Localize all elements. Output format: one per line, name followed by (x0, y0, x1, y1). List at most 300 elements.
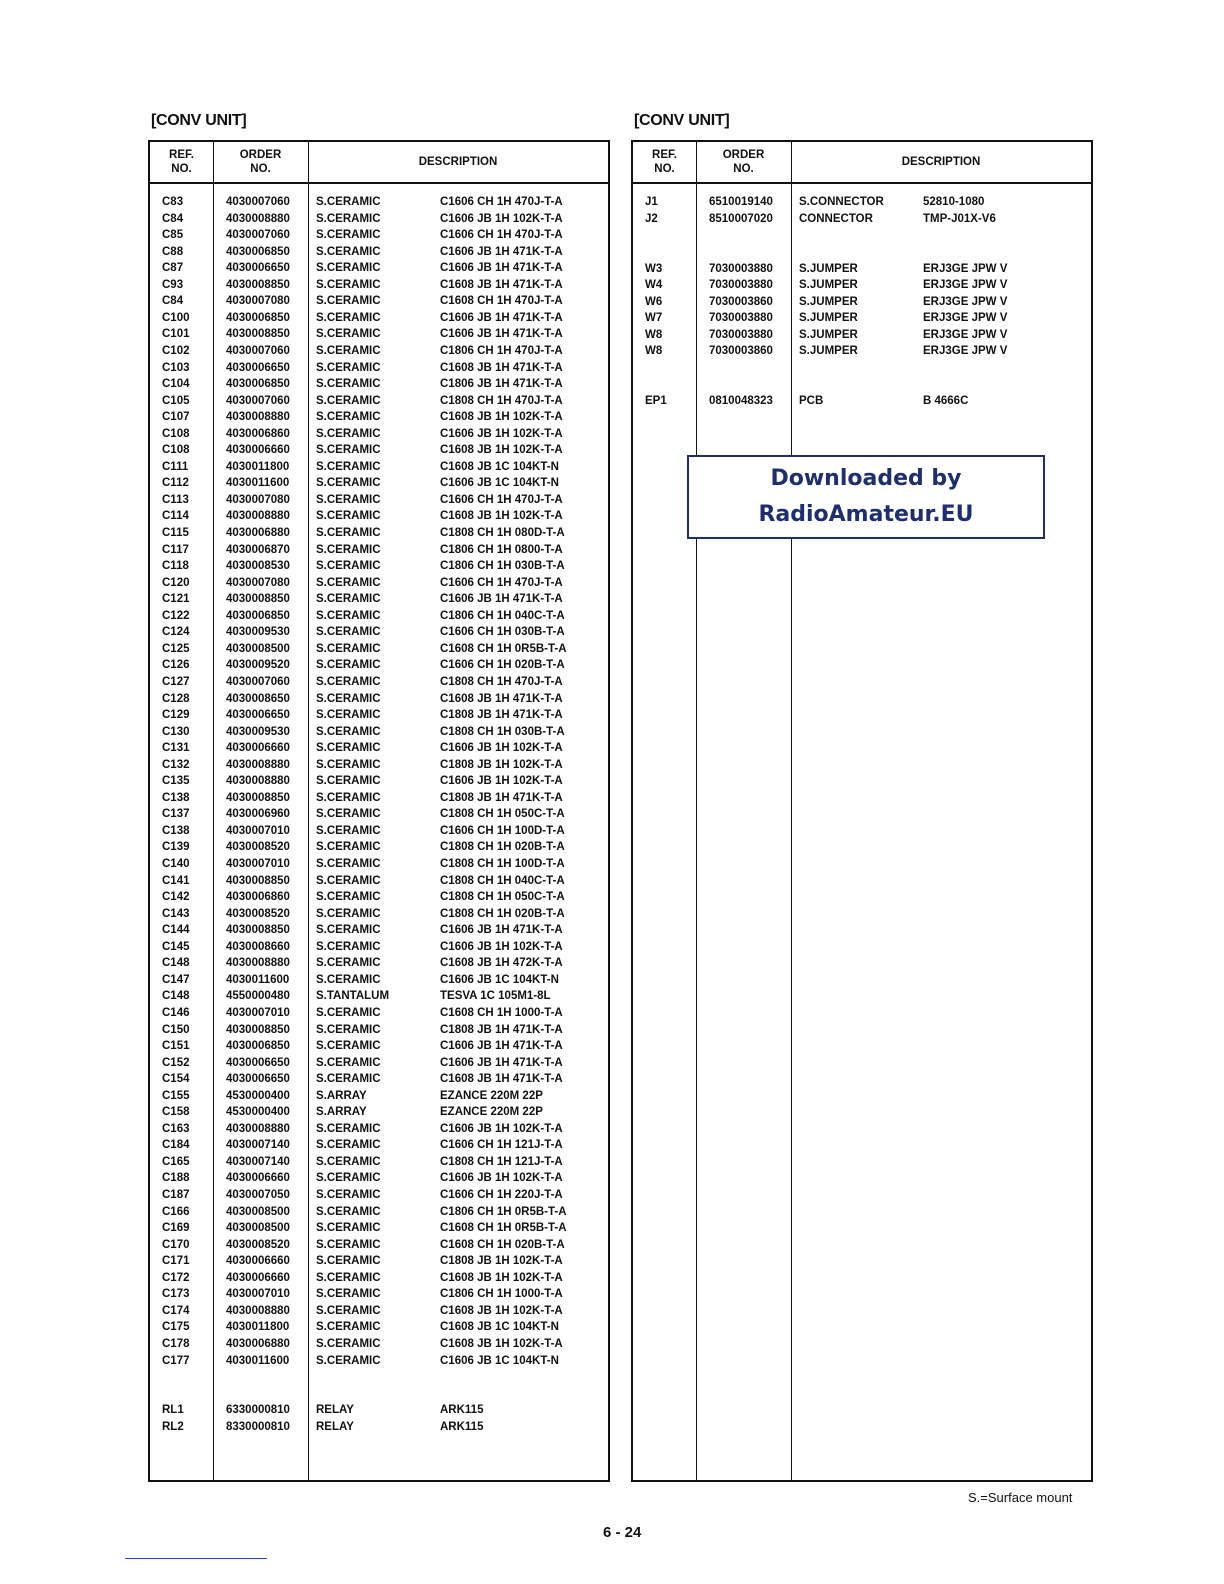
part-type-cell: S.CERAMIC (316, 1288, 381, 1301)
part-type-cell: S.CERAMIC (316, 361, 381, 374)
table-row (633, 194, 1091, 210)
table-row (150, 293, 608, 309)
part-type-cell: S.CERAMIC (316, 709, 381, 722)
part-spec-cell: C1808 CH 1H 121J-T-A (440, 1155, 563, 1168)
ref-no-cell: C151 (162, 1040, 190, 1053)
ref-no-cell: C142 (162, 891, 190, 904)
ref-no-cell: C121 (162, 593, 190, 606)
ref-no-cell: C132 (162, 758, 190, 771)
table-row (150, 508, 608, 524)
table-row (150, 575, 608, 591)
order-no-cell: 4030007010 (226, 824, 290, 837)
order-no-cell: 4030011800 (226, 1321, 290, 1334)
table-row (150, 806, 608, 822)
part-type-cell: S.CERAMIC (316, 1155, 381, 1168)
table-row (150, 1336, 608, 1352)
order-no-cell: 4030007060 (226, 344, 290, 357)
order-no-cell: 4030007060 (226, 229, 290, 242)
ref-no-cell: C108 (162, 427, 190, 440)
table-row (150, 1022, 608, 1038)
ref-no-cell: J2 (645, 213, 658, 225)
order-no-cell: 4030006650 (226, 262, 290, 275)
order-no-cell: 7030003880 (709, 328, 773, 341)
table-row (150, 657, 608, 673)
ref-no-cell: C101 (162, 328, 190, 341)
order-no-cell: 4030007080 (226, 493, 290, 506)
table-row (633, 211, 1091, 227)
table-row (150, 839, 608, 855)
table-row (150, 542, 608, 558)
part-type-cell: S.CERAMIC (316, 775, 381, 788)
part-spec-cell: C1608 JB 1H 471K-T-A (440, 1073, 563, 1086)
table-header (150, 142, 608, 184)
table-row (150, 1303, 608, 1319)
part-type-cell: RELAY (316, 1404, 354, 1416)
part-spec-cell: C1606 JB 1H 471K-T-A (440, 1056, 563, 1069)
order-no-cell: 4030006860 (226, 891, 290, 904)
ref-no-cell: C148 (162, 957, 190, 970)
ref-no-cell: C165 (162, 1155, 190, 1168)
part-type-cell: S.CERAMIC (316, 1023, 381, 1036)
order-no-cell: 4530000400 (226, 1089, 290, 1102)
table-row (150, 244, 608, 260)
order-no-cell: 4030007060 (226, 196, 290, 208)
ref-no-cell: C175 (162, 1321, 190, 1334)
description-header (308, 142, 608, 182)
ref-no-cell: C154 (162, 1073, 190, 1086)
table-row (150, 955, 608, 971)
table-row (633, 277, 1091, 293)
order-no-cell: 4030008850 (226, 874, 290, 887)
part-spec-cell: C1608 JB 1H 472K-T-A (440, 957, 563, 970)
order-no-cell: 4030008520 (226, 907, 290, 920)
part-spec-cell: C1608 CH 1H 0R5B-T-A (440, 642, 567, 655)
order-no-cell: 4530000400 (226, 1106, 290, 1119)
order-no-cell: 4030006660 (226, 1172, 290, 1185)
part-type-cell: S.CERAMIC (316, 891, 381, 904)
order-no-cell: 4030006860 (226, 427, 290, 440)
ref-no-cell: C144 (162, 924, 190, 937)
part-type-cell: S.CERAMIC (316, 1321, 381, 1334)
part-spec-cell: C1806 CH 1H 0R5B-T-A (440, 1205, 567, 1218)
order-no-cell: 4030008520 (226, 841, 290, 854)
part-type-cell: S.CERAMIC (316, 328, 381, 341)
order-no-cell: 4030007010 (226, 1006, 290, 1019)
table-row (150, 194, 608, 210)
order-no-header (213, 142, 308, 182)
order-no-cell: 4030009530 (226, 725, 290, 738)
part-type-cell: S.CERAMIC (316, 196, 381, 208)
table-row (150, 873, 608, 889)
part-spec-cell: C1606 JB 1H 102K-T-A (440, 1172, 563, 1185)
bottom-link-underline (125, 1558, 267, 1559)
table-row (150, 277, 608, 293)
table-row (150, 823, 608, 839)
ref-no-cell: J1 (645, 196, 658, 208)
part-type-cell: S.CERAMIC (316, 1271, 381, 1284)
part-spec-cell: C1606 JB 1H 471K-T-A (440, 328, 563, 341)
table-row (150, 492, 608, 508)
ref-no-cell: C135 (162, 775, 190, 788)
order-no-cell: 4030008880 (226, 775, 290, 788)
table-row (150, 426, 608, 442)
table-row (150, 1038, 608, 1054)
order-no-cell: 4030006850 (226, 609, 290, 622)
part-spec-cell: C1608 JB 1H 471K-T-A (440, 361, 563, 374)
part-type-cell: S.CERAMIC (316, 758, 381, 771)
order-no-cell: 4030008520 (226, 1238, 290, 1251)
part-spec-cell: C1608 JB 1H 102K-T-A (440, 510, 563, 523)
part-type-cell: S.CERAMIC (316, 642, 381, 655)
part-type-cell: S.CERAMIC (316, 1006, 381, 1019)
part-spec-cell: EZANCE 220M 22P (440, 1106, 543, 1119)
table-row (150, 1204, 608, 1220)
part-spec-cell: C1806 CH 1H 0800-T-A (440, 543, 563, 556)
part-spec-cell: C1808 JB 1H 102K-T-A (440, 1255, 563, 1268)
part-spec-cell: C1606 CH 1H 121J-T-A (440, 1139, 563, 1152)
ref-no-cell: W3 (645, 262, 663, 275)
ref-no-cell: C115 (162, 527, 189, 539)
table-row (150, 1121, 608, 1137)
order-no-cell: 4030008880 (226, 758, 290, 771)
part-type-cell: S.CERAMIC (316, 659, 381, 672)
order-no-cell: 7030003860 (709, 345, 773, 357)
ref-no-cell: C138 (162, 791, 190, 804)
ref-no-cell: C120 (162, 576, 190, 589)
part-spec-cell: C1608 JB 1H 102K-T-A (440, 1271, 563, 1284)
table-row (150, 608, 608, 624)
part-type-cell: S.CERAMIC (316, 824, 381, 837)
part-type-cell: S.CERAMIC (316, 394, 381, 407)
download-watermark (687, 455, 1045, 539)
part-type-cell: S.CERAMIC (316, 344, 381, 357)
part-type-cell: S.CERAMIC (316, 626, 381, 639)
ref-no-cell: C184 (162, 1139, 190, 1152)
ref-no-cell: C105 (162, 394, 190, 407)
order-no-cell: 4030008850 (226, 278, 290, 291)
part-type-cell: S.CERAMIC (316, 1189, 381, 1201)
part-type-cell: S.CONNECTOR (799, 196, 884, 208)
table-row (150, 757, 608, 773)
order-no-cell: 4030006870 (226, 543, 290, 556)
part-type-cell: CONNECTOR (799, 213, 873, 225)
order-no-cell: 4030009530 (226, 626, 290, 639)
order-no-header (696, 142, 791, 182)
part-type-cell: S.CERAMIC (316, 427, 381, 440)
part-spec-cell: ERJ3GE JPW V (923, 328, 1008, 341)
table-row (150, 343, 608, 359)
part-spec-cell: C1806 CH 1H 1000-T-A (440, 1288, 563, 1301)
part-type-cell: S.JUMPER (799, 262, 858, 275)
part-spec-cell: C1606 JB 1C 104KT-N (440, 477, 559, 490)
table-row (150, 1154, 608, 1170)
table-row (150, 1104, 608, 1120)
order-header-line2: NO. (250, 163, 271, 175)
order-no-cell: 4030006660 (226, 742, 290, 755)
table-row (150, 691, 608, 707)
part-type-cell: S.ARRAY (316, 1089, 367, 1102)
part-type-cell: S.CERAMIC (316, 858, 381, 870)
ref-no-cell: C128 (162, 692, 190, 705)
table-row (633, 393, 1091, 409)
ref-no-cell: W6 (645, 295, 663, 308)
order-no-cell: 4030008650 (226, 692, 290, 705)
order-no-cell: 4030008880 (226, 411, 290, 424)
part-spec-cell: C1606 JB 1C 104KT-N (440, 973, 559, 986)
part-spec-cell: C1808 JB 1H 471K-T-A (440, 791, 563, 804)
ref-no-cell: C152 (162, 1056, 190, 1069)
table-row (150, 1137, 608, 1153)
ref-no-cell: C129 (162, 709, 190, 722)
table-row (150, 475, 608, 491)
order-no-cell: 4030006850 (226, 1040, 290, 1053)
order-no-cell: 0810048323 (709, 395, 773, 407)
part-spec-cell: C1606 CH 1H 470J-T-A (440, 576, 563, 589)
part-type-cell: S.CERAMIC (316, 311, 381, 324)
order-no-cell: 6330000810 (226, 1404, 290, 1416)
table-row (150, 740, 608, 756)
surface-mount-footnote: S.=Surface mount (968, 1490, 1073, 1505)
part-type-cell: S.CERAMIC (316, 229, 381, 242)
part-spec-cell: ERJ3GE JPW V (923, 345, 1008, 357)
table-row (150, 376, 608, 392)
ref-no-cell: C93 (162, 278, 184, 291)
table-row (150, 906, 608, 922)
part-type-cell: S.CERAMIC (316, 212, 381, 225)
ref-no-cell: C139 (162, 841, 190, 854)
part-type-cell: S.CERAMIC (316, 560, 381, 573)
part-type-cell: S.CERAMIC (316, 742, 381, 755)
part-type-cell: S.CERAMIC (316, 493, 381, 506)
part-spec-cell: C1608 JB 1C 104KT-N (440, 460, 559, 473)
order-no-cell: 4030007050 (226, 1189, 290, 1201)
table-row (150, 624, 608, 640)
part-spec-cell: C1808 CH 1H 030B-T-A (440, 725, 565, 738)
ref-no-cell: C177 (162, 1354, 190, 1367)
table-row (150, 326, 608, 342)
table-row (150, 773, 608, 789)
part-type-cell: S.CERAMIC (316, 378, 381, 391)
table-row (150, 790, 608, 806)
part-type-cell: S.CERAMIC (316, 1238, 381, 1251)
part-type-cell: S.CERAMIC (316, 1139, 381, 1152)
ref-no-cell: C170 (162, 1238, 190, 1251)
part-spec-cell: EZANCE 220M 22P (440, 1089, 543, 1102)
order-no-cell: 4030007060 (226, 394, 290, 407)
table-row (150, 1170, 608, 1186)
part-spec-cell: C1608 CH 1H 0R5B-T-A (440, 1222, 567, 1235)
part-type-cell: S.JUMPER (799, 295, 858, 308)
part-spec-cell: C1606 CH 1H 020B-T-A (440, 659, 565, 672)
part-spec-cell: C1606 CH 1H 470J-T-A (440, 229, 563, 242)
table-row (150, 442, 608, 458)
order-no-cell: 4030008850 (226, 593, 290, 606)
part-type-cell: S.CERAMIC (316, 609, 381, 622)
description-header-label: DESCRIPTION (901, 156, 981, 168)
ref-no-cell: C103 (162, 361, 190, 374)
left-parts-table (148, 140, 610, 1482)
ref-no-header (150, 142, 213, 182)
order-no-cell: 4030007060 (226, 675, 290, 688)
ref-no-cell: C145 (162, 940, 190, 953)
table-row (150, 1088, 608, 1104)
table-row (150, 393, 608, 409)
part-spec-cell: C1808 CH 1H 080D-T-A (440, 527, 565, 539)
table-row (150, 922, 608, 938)
table-row (150, 641, 608, 657)
part-type-cell: S.CERAMIC (316, 543, 381, 556)
order-header-line1: ORDER (722, 149, 765, 161)
part-type-cell: S.CERAMIC (316, 1304, 381, 1317)
part-spec-cell: C1606 JB 1H 102K-T-A (440, 775, 563, 788)
part-spec-cell: C1608 CH 1H 1000-T-A (440, 1006, 563, 1019)
ref-no-cell: C174 (162, 1304, 190, 1317)
part-type-cell: S.CERAMIC (316, 907, 381, 920)
order-no-cell: 8330000810 (226, 1420, 290, 1433)
watermark-line2: RadioAmateur.EU (758, 502, 974, 527)
table-header (633, 142, 1091, 184)
part-type-cell: S.ARRAY (316, 1106, 367, 1119)
ref-no-cell: C83 (162, 196, 184, 208)
part-spec-cell: C1808 CH 1H 020B-T-A (440, 841, 565, 854)
part-spec-cell: C1606 JB 1H 102K-T-A (440, 212, 563, 225)
ref-no-cell: W4 (645, 279, 663, 291)
part-spec-cell: C1608 JB 1C 104KT-N (440, 1321, 559, 1334)
part-type-cell: S.CERAMIC (316, 1056, 381, 1069)
part-spec-cell: C1608 CH 1H 020B-T-A (440, 1238, 565, 1251)
order-header-line2: NO. (733, 163, 754, 175)
table-row (150, 1319, 608, 1335)
part-type-cell: S.CERAMIC (316, 527, 381, 539)
table-row (150, 856, 608, 872)
order-no-cell: 4030007010 (226, 858, 290, 870)
order-no-cell: 4030008880 (226, 1304, 290, 1317)
ref-no-cell: C130 (162, 725, 190, 738)
table-row (150, 211, 608, 227)
ref-no-cell: C147 (162, 973, 190, 986)
part-spec-cell: C1606 CH 1H 220J-T-A (440, 1189, 563, 1201)
part-type-cell: S.CERAMIC (316, 1354, 381, 1367)
ref-no-cell: C187 (162, 1189, 190, 1201)
order-no-cell: 8510007020 (709, 213, 773, 225)
part-spec-cell: C1606 JB 1H 471K-T-A (440, 311, 563, 324)
part-spec-cell: C1606 CH 1H 470J-T-A (440, 493, 563, 506)
part-spec-cell: ERJ3GE JPW V (923, 262, 1008, 275)
part-type-cell: S.CERAMIC (316, 245, 381, 258)
table-row (633, 327, 1091, 343)
description-header (791, 142, 1091, 182)
order-no-cell: 4030007140 (226, 1139, 290, 1152)
order-no-cell: 4030008880 (226, 957, 290, 970)
table-row (633, 343, 1091, 359)
order-no-cell: 7030003880 (709, 279, 773, 291)
ref-header-line2: NO. (654, 163, 675, 175)
ref-no-cell: C143 (162, 907, 190, 920)
right-unit-title: [CONV UNIT] (634, 112, 730, 129)
order-no-cell: 7030003880 (709, 262, 773, 275)
part-spec-cell: 52810-1080 (923, 196, 985, 208)
ref-no-cell: C171 (162, 1255, 190, 1268)
ref-no-cell: C85 (162, 229, 184, 242)
right-parts-table (631, 140, 1093, 1482)
order-no-cell: 4550000480 (226, 990, 290, 1003)
order-no-cell: 4030008880 (226, 1122, 290, 1135)
ref-no-cell: C155 (162, 1089, 190, 1102)
ref-no-cell: W8 (645, 345, 663, 357)
part-spec-cell: C1608 JB 1H 102K-T-A (440, 411, 563, 424)
ref-no-cell: C107 (162, 411, 190, 424)
part-spec-cell: C1606 JB 1H 471K-T-A (440, 262, 563, 275)
part-spec-cell: C1608 JB 1H 102K-T-A (440, 1337, 563, 1350)
part-type-cell: S.CERAMIC (316, 675, 381, 688)
ref-no-cell: W7 (645, 312, 663, 324)
part-spec-cell: C1608 JB 1H 471K-T-A (440, 278, 563, 291)
part-type-cell: S.CERAMIC (316, 1205, 381, 1218)
description-header-label: DESCRIPTION (418, 156, 498, 168)
part-spec-cell: ERJ3GE JPW V (923, 295, 1008, 308)
table-row (150, 459, 608, 475)
part-type-cell: S.JUMPER (799, 279, 858, 291)
part-spec-cell: C1606 JB 1H 102K-T-A (440, 1122, 563, 1135)
ref-no-cell: C146 (162, 1006, 190, 1019)
ref-no-cell: C102 (162, 344, 190, 357)
ref-no-cell: C169 (162, 1222, 190, 1235)
ref-no-cell: C118 (162, 560, 189, 573)
ref-no-cell: C173 (162, 1288, 190, 1301)
order-no-cell: 4030007010 (226, 1288, 290, 1301)
order-no-cell: 4030008880 (226, 212, 290, 225)
part-type-cell: S.CERAMIC (316, 725, 381, 738)
order-no-cell: 4030006660 (226, 1271, 290, 1284)
part-type-cell: S.JUMPER (799, 345, 858, 357)
part-spec-cell: ERJ3GE JPW V (923, 279, 1008, 291)
table-row (150, 558, 608, 574)
part-type-cell: S.CERAMIC (316, 940, 381, 953)
table-row (150, 260, 608, 276)
ref-no-cell: C100 (162, 311, 190, 324)
table-row (150, 1055, 608, 1071)
ref-no-cell: C88 (162, 245, 184, 258)
part-type-cell: S.CERAMIC (316, 874, 381, 887)
ref-no-cell: C122 (162, 609, 190, 622)
order-no-cell: 4030006960 (226, 808, 290, 821)
part-spec-cell: C1606 JB 1H 471K-T-A (440, 593, 563, 606)
ref-no-cell: C140 (162, 858, 190, 870)
table-row (150, 988, 608, 1004)
order-no-cell: 4030006880 (226, 527, 290, 539)
part-type-cell: S.TANTALUM (316, 990, 390, 1003)
ref-no-cell: C166 (162, 1205, 190, 1218)
table-row (150, 707, 608, 723)
order-no-cell: 4030008850 (226, 328, 290, 341)
table-row (150, 1005, 608, 1021)
part-spec-cell: C1808 CH 1H 100D-T-A (440, 858, 565, 870)
ref-no-cell: C150 (162, 1023, 190, 1036)
ref-no-cell: C111 (162, 460, 189, 473)
ref-no-cell: C148 (162, 990, 190, 1003)
part-spec-cell: TMP-J01X-V6 (923, 213, 996, 225)
part-type-cell: S.CERAMIC (316, 841, 381, 854)
table-row (150, 310, 608, 326)
part-type-cell: S.CERAMIC (316, 924, 381, 937)
table-row (633, 294, 1091, 310)
table-row (150, 972, 608, 988)
part-type-cell: S.CERAMIC (316, 957, 381, 970)
part-spec-cell: C1608 CH 1H 470J-T-A (440, 295, 563, 308)
ref-no-cell: C84 (162, 212, 184, 225)
order-no-cell: 7030003860 (709, 295, 773, 308)
order-no-cell: 4030007080 (226, 295, 290, 308)
